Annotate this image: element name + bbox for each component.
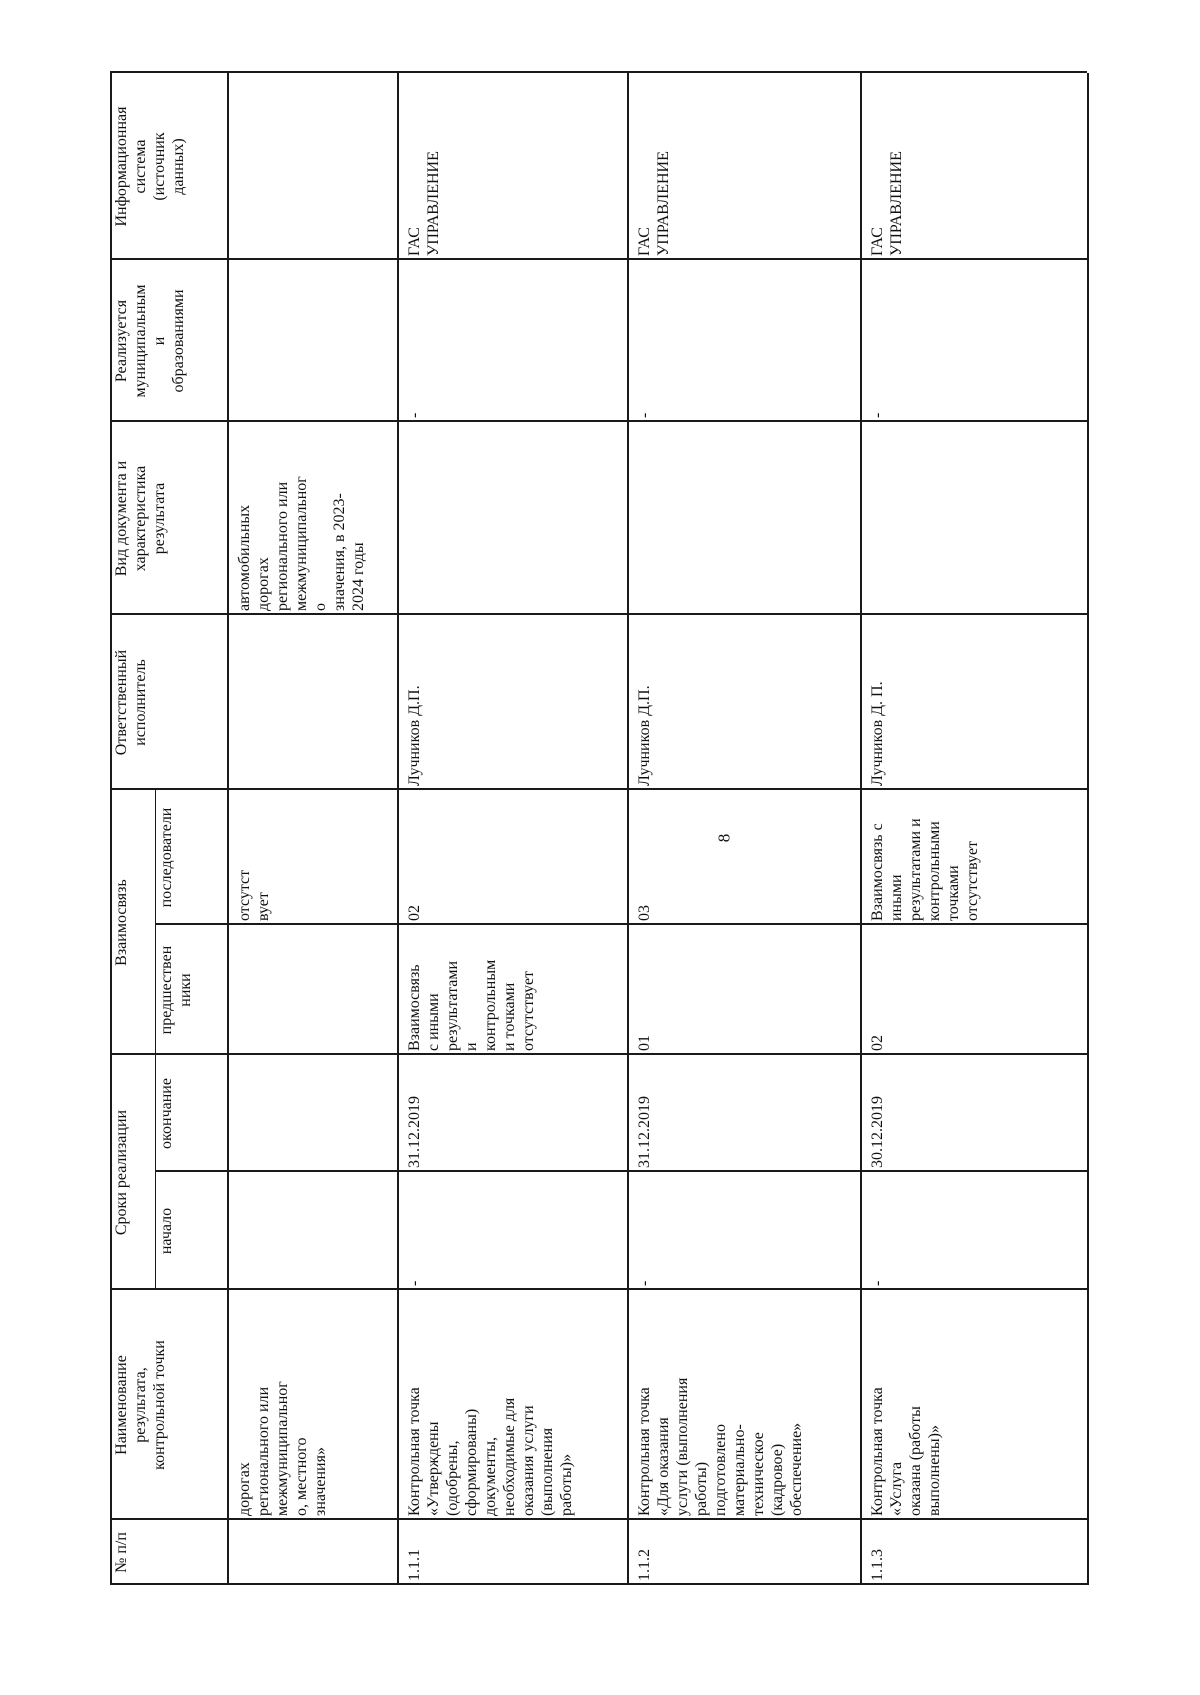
- cell-successors: 03: [636, 905, 653, 921]
- cell-successors: отсутст вует: [236, 869, 272, 921]
- table-rule: [627, 73, 629, 1585]
- header-municipal: Реализуется муниципальным и образованиями: [113, 284, 187, 398]
- cell-end: 31.12.2019: [636, 1096, 653, 1168]
- cell-start: -: [406, 1280, 423, 1286]
- cell-responsible: Лучников Д. П.: [869, 681, 886, 786]
- cell-predecessors: [233, 925, 395, 1055]
- cell-successors: 02: [406, 905, 423, 921]
- cell-info-system: [233, 73, 395, 260]
- cell-start: -: [869, 1280, 886, 1286]
- header-doc-type: Вид документа и характеристика результата: [113, 460, 168, 577]
- cell-end: 30.12.2019: [869, 1096, 886, 1168]
- table-rule: [1087, 73, 1089, 1585]
- cell-start: [233, 1172, 395, 1290]
- cell-end: 31.12.2019: [406, 1096, 423, 1168]
- cell-info-system: ГАС УПРАВЛЕНИЕ: [636, 151, 672, 256]
- cell-municipal: -: [406, 412, 423, 418]
- cell-info-system: ГАС УПРАВЛЕНИЕ: [406, 151, 442, 256]
- cell-name: дорогах регионального или межмуниципальног о, местного значения»: [236, 1381, 329, 1516]
- cell-name: Контрольная точка «Услуга оказана (работы выполнены)»: [869, 1387, 943, 1516]
- table-rule: [227, 73, 229, 1585]
- table-rule: [860, 73, 862, 1585]
- cell-municipal: [233, 260, 395, 422]
- cell-info-system: ГАС УПРАВЛЕНИЕ: [869, 151, 905, 256]
- cell-num: 1.1.2: [636, 1549, 653, 1581]
- header-info-system: Информационная система (источник данных): [113, 106, 187, 227]
- cell-doc-type: [633, 422, 858, 615]
- cell-doc-type: [403, 422, 625, 615]
- cell-predecessors: 01: [636, 1035, 653, 1051]
- cell-responsible: Лучников Д.П.: [406, 685, 423, 786]
- cell-predecessors: 02: [869, 1035, 886, 1051]
- header-predecessors: предшествен ники: [158, 945, 194, 1035]
- cell-predecessors: Взаимосвязь с иными результатами и контрольным и точками отсутствует: [406, 959, 537, 1051]
- cell-name: Контрольная точка «Для оказания услуги (выполнения работы) подготовлено материально- техническое (кадровое) обеспечение»: [636, 1377, 805, 1516]
- header-num: № п/п: [113, 1532, 130, 1573]
- cell-name: Контрольная точка «Утверждены (одобрены, сформированы) документы, необходимые для оказания услуги (выполнения работы)»: [406, 1387, 575, 1516]
- cell-responsible: Лучников Д.П.: [636, 685, 653, 786]
- cell-municipal: -: [636, 412, 653, 418]
- cell-num: 1.1.3: [869, 1549, 886, 1581]
- header-end: окончание: [158, 1078, 175, 1149]
- header-start: начало: [158, 1207, 175, 1255]
- cell-num: 1.1.1: [406, 1549, 423, 1581]
- cell-end: [233, 1055, 395, 1172]
- cell-num: [233, 1520, 395, 1585]
- header-name: Наименование результата, контрольной точки: [113, 1340, 168, 1470]
- cell-successors: Взаимосвязь с иными результатами и контрольными точками отсутствует: [869, 818, 981, 921]
- cell-start: -: [636, 1280, 653, 1286]
- header-terms: Сроки реализации: [113, 1109, 130, 1236]
- cell-doc-type: [866, 422, 1085, 615]
- cell-doc-type: автомобильных дорогах регионального или межмуниципальног о значения, в 2023- 2024 годы: [236, 476, 367, 611]
- header-relation: Взаимосвязь: [113, 879, 130, 966]
- page-number: 8: [714, 833, 734, 843]
- header-responsible: Ответственный исполнитель: [113, 649, 149, 756]
- header-successors: последователи: [158, 807, 175, 908]
- cell-municipal: -: [869, 412, 886, 418]
- table-rule: [397, 73, 399, 1585]
- cell-responsible: [233, 615, 395, 790]
